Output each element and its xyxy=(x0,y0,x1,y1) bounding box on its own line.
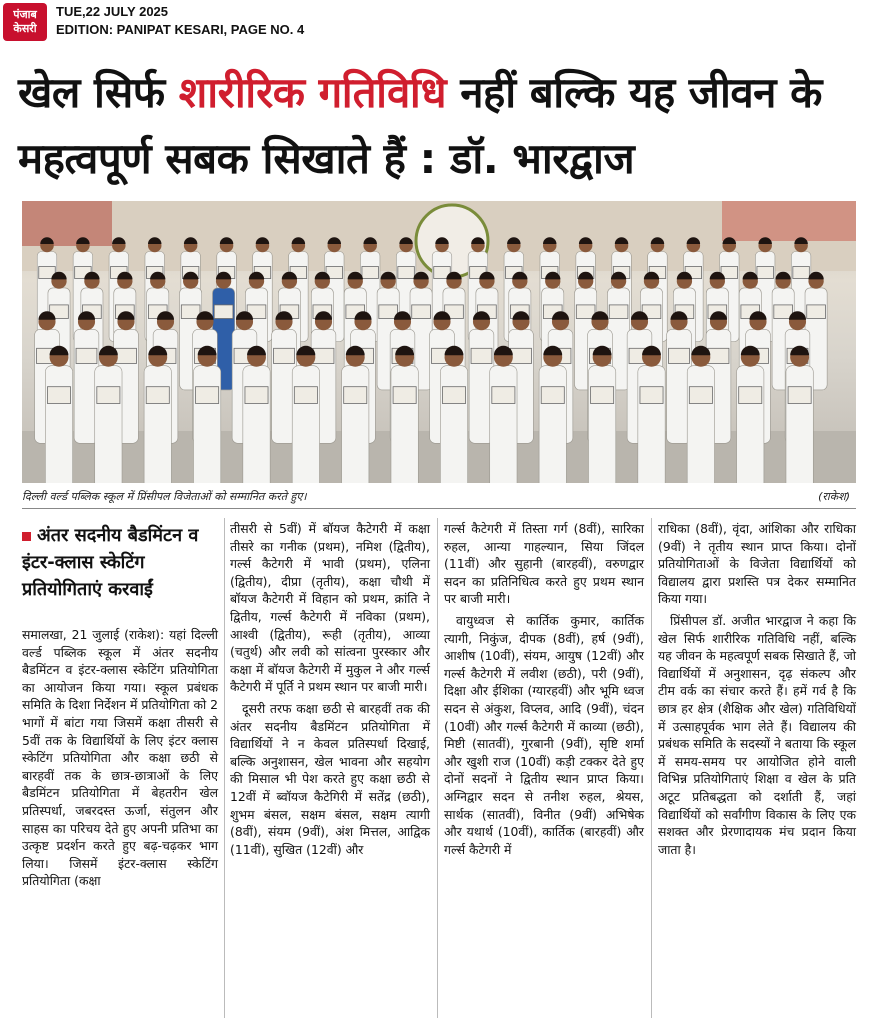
student-figure xyxy=(391,346,418,483)
column2-paragraph: दूसरी तरफ कक्षा छठी से बारहवीं तक की अंतर सदनीय बैडमिंटन प्रतियोगिता में विद्यार्थियों ने न केवल प्रतिस्पर्धा दिखाई, बल्कि अनुशासन, खेल भावना और सहयोग की मिसाल भी पेश करते हुए कक्षा छठी से 12वीं में ब्वॉयज कैटेगिरी में सतेंद्र (छठी), शुभम बंसल, सक्षम बंसल, सक्षम त्यागी (8वीं), संयम (9वीं), अंश मित्तल, आद्विक (11वीं), सुखित (12वीं) और xyxy=(230,700,430,857)
student-figure xyxy=(687,346,714,483)
column-divider xyxy=(651,518,652,1018)
article-column-3 xyxy=(444,520,644,862)
photo-caption-bar xyxy=(22,487,856,507)
article-column-1 xyxy=(22,626,218,894)
logo-line1: पंजाब xyxy=(13,8,37,21)
student-figure xyxy=(737,346,764,483)
bullet-square-icon xyxy=(22,532,31,541)
student-figure xyxy=(786,346,813,483)
column3-paragraph: गर्ल्स कैटेगरी में तिस्ता गर्ग (8वीं), सारिका रुहल, आन्या गाहल्यान, सिया जिंदल (11वीं) और सुहानी (बारहवीं), वरुणद्वार सदन का प्रतिनिधित्व करते हुए प्रथम स्थान पर बाजी मारी। xyxy=(444,521,644,607)
column3-paragraph: वायुध्वज से कार्तिक कुमार, कार्तिक त्यागी, निकुंज, दीपक (8वीं), हर्ष (9वीं), आशीष (10वीं), संयम, आयुष (12वीं) और गर्ल्स कैटेगरी में लवीश (छठी), परी (9वीं), दिक्षा और ईशिका (ग्यारहवीं) और भूमि ध्वज सदन से अंकुश, विप्लव, आदि (9वीं), चंदन (10वीं) और गर्ल्स कैटेगरी में काव्या (छठी), मिष्टी (सातवीं), गुरबानी (9वीं), सृष्टि शर्मा और खुशी राज (10वीं) कड़ी टक्कर देते हुए दोनों सदनों ने द्वितीय स्थान प्राप्त किया। अग्निद्वार सदन से तनीश रुहल, श्रेयस, सार्थक (सातवीं), विनीत (9वीं) अभिषेक और यथार्थ (10वीं), कार्तिक (बारहवीं) और गर्ल्स कैटेगरी में xyxy=(444,612,644,857)
article-column-2 xyxy=(230,520,430,862)
column1-paragraph: समालखा, 21 जुलाई (राकेश): यहां दिल्ली वर्ल्ड पब्लिक स्कूल में अंतर सदनीय बैडमिंटन व इंटर-क्लास स्केटिंग प्रतियोगिता का आयोजन किया गया। स्कूल प्रबंधक समिति के दिशा निर्देशन में प्रतियोगिता को 2 भागों में बांटा गया जिसमें कक्षा तीसरी से 5वीं तक के विद्यार्थियों के लिए इंटर क्लास स्केटिंग प्रतियोगिता और कक्षा छठी से बारहवीं तक के छात्र-छात्राओं के लिए बैडमिंटन प्रतियोगिता में बेहतरीन खेल प्रतिस्पर्धा, जबरदस्त ऊर्जा, संतुलन और साहस का परिचय देते हुए अपनी प्रतिभा का उत्कृष्ट प्रदर्शन करते हुए बढ़-चढ़कर भाग लिया। जिसमें इंटर-क्लास स्केटिंग प्रतियोगिता (कक्षा xyxy=(22,627,218,889)
column-divider xyxy=(224,518,225,1018)
article-column-4 xyxy=(658,520,856,862)
group-photo xyxy=(22,201,856,483)
newspaper-logo xyxy=(3,3,47,41)
edition-line: EDITION: PANIPAT KESARI, PAGE NO. 4 xyxy=(56,22,305,37)
student-figure xyxy=(342,346,369,483)
edition-info xyxy=(56,3,304,39)
student-figure xyxy=(588,346,615,483)
student-figure xyxy=(292,346,319,483)
student-figure xyxy=(490,346,517,483)
headline-part1: खेल सिर्फ xyxy=(18,68,179,117)
caption-rule xyxy=(22,508,856,509)
student-figure xyxy=(144,346,171,483)
student-figure xyxy=(638,346,665,483)
student-figure xyxy=(539,346,566,483)
student-figure xyxy=(440,346,467,483)
issue-date: TUE,22 JULY 2025 xyxy=(56,4,169,19)
student-figure xyxy=(45,346,72,483)
masthead xyxy=(0,0,878,44)
column2-paragraph: तीसरी से 5वीं) में बॉयज कैटेगरी में कक्षा तीसरे का गनीक (प्रथम), नमिश (द्वितीय), गर्ल्स कैटेगरी में भावी (प्रथम), एलिना (द्वितीय), दीप्रा (तृतीय), कक्षा चौथी में बॉयज कैटेगरी में विहान को प्रथम, क्रांति ने द्वितीय, गर्ल्स कैटेगरी में नविका (प्रथम), आश्वी (द्वितीय), रूही (तृतीय), आव्या (चतुर्थ) और लवी को सांत्वना पुरस्कार और कक्षा में बॉयज कैटेगरी में मुकुल ने और गर्ल्स कैटेगरी में पूर्ति ने प्रथम स्थान पर बाजी मारी। xyxy=(230,521,430,695)
column4-paragraph: प्रिंसीपल डॉ. अजीत भारद्वाज ने कहा कि खेल सिर्फ शारीरिक गतिविधि नहीं, बल्कि यह जीवन के महत्वपूर्ण सबक सिखाते हैं, जो विद्यार्थियों में अनुशासन, दृढ़ संकल्प और टीम वर्क का संचार करते हैं। हमें गर्व है कि छात्र हर क्षेत्र (शैक्षिक और खेल) गतिविधियों में उत्साहपूर्वक भाग लेते हैं। विद्यालय की प्रबंधक समिति के सदस्यों ने बताया कि स्कूल में समय-समय पर आयोजित होने वाली विभिन्न प्रतियोगिताएं शिक्षा व खेल के प्रति अटूट प्रतिबद्धता को दर्शाती हैं, जहां विद्यार्थियों को सर्वांगीण विकास के लिए एक सशक्त और प्रेरणादायक मंच प्रदान किया जाता है। xyxy=(658,612,856,857)
subheadline-text: अंतर सदनीय बैडमिंटन व इंटर-क्लास स्केटिंग प्रतियोगिताएं करवाईं xyxy=(22,525,199,600)
article-subheadline xyxy=(22,522,218,603)
headline-part2: नहीं बल्कि यह जीवन के महत्वपूर्ण सबक सिखाते हैं : डॉ. भारद्वाज xyxy=(18,68,822,183)
photo-credit: (राकेश) xyxy=(818,490,850,503)
student-figure xyxy=(193,346,220,483)
logo-line2: केसरी xyxy=(13,22,37,35)
photo-caption: दिल्ली वर्ल्ड पब्लिक स्कूल में प्रिंसीपल विजेताओं को सम्मानित करते हुए। xyxy=(22,490,307,503)
student-figure xyxy=(95,346,122,483)
headline xyxy=(18,60,866,192)
student-figure xyxy=(243,346,270,483)
headline-highlight: शारीरिक गतिविधि xyxy=(178,68,447,117)
group-photo-illustration xyxy=(22,201,856,483)
column-divider xyxy=(437,518,438,1018)
column4-paragraph: राधिका (8वीं), वृंदा, आंशिका और राधिका (9वीं) ने तृतीय स्थान प्राप्त किया। दोनों प्रतियोगिताओं के विजेता विद्यार्थियों को विद्यालय द्वारा प्रशस्ति पत्र देकर सम्मानित किया गया। xyxy=(658,521,856,607)
